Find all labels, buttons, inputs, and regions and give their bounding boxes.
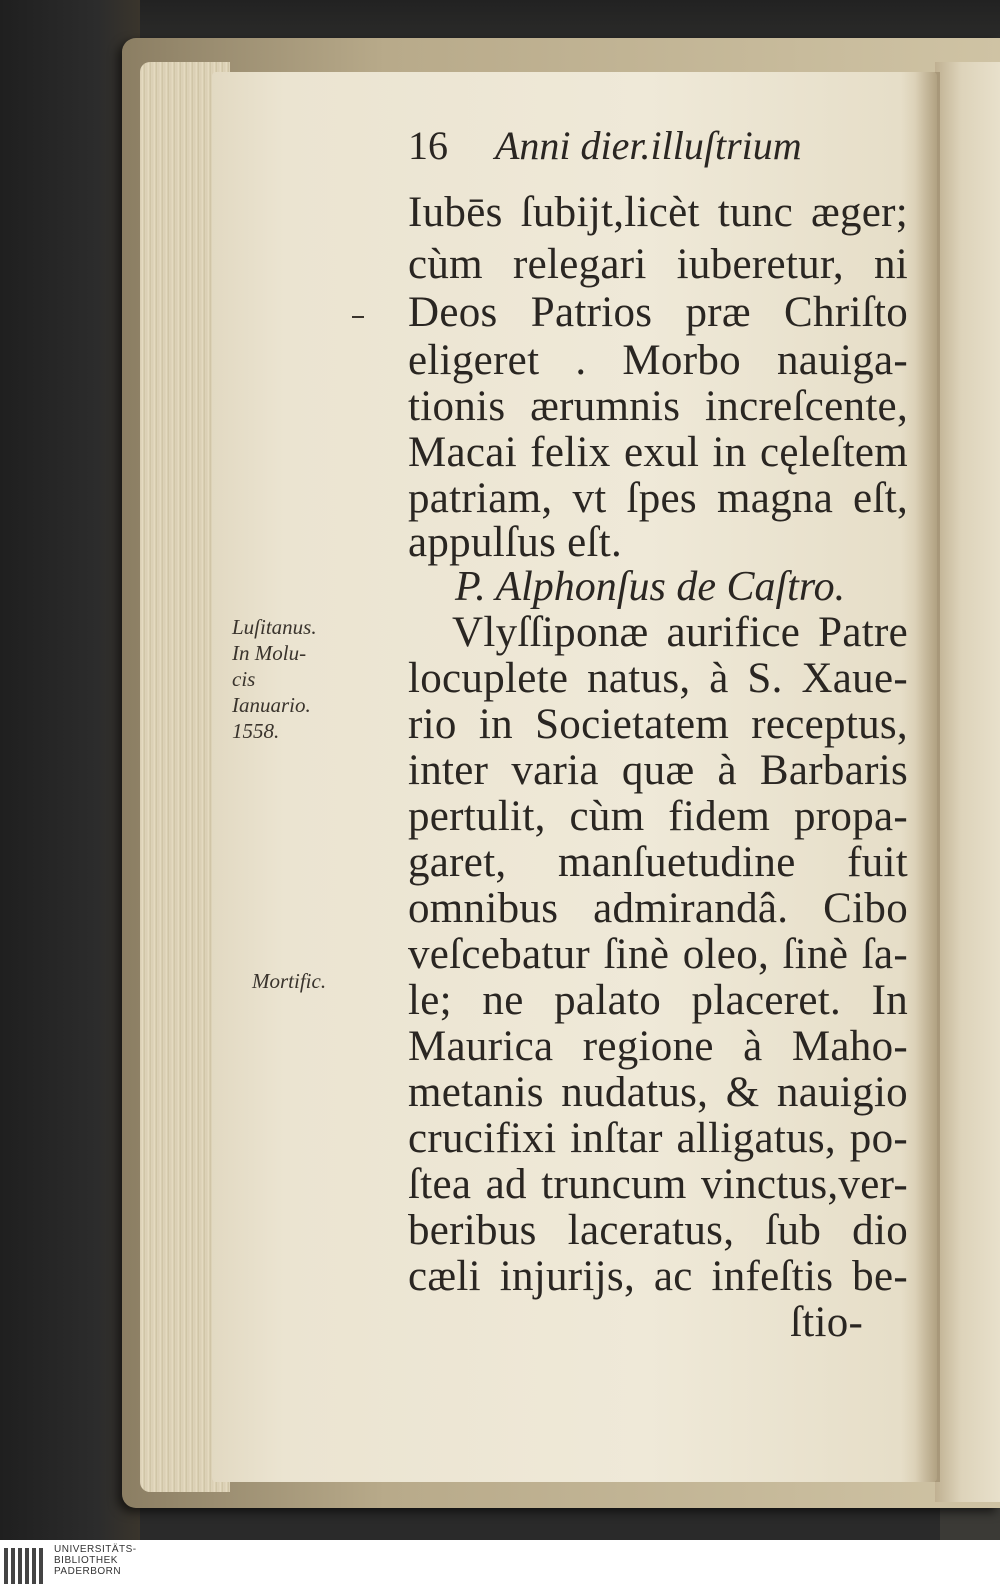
page-number: 16 — [408, 123, 448, 168]
margin-dash-mark — [352, 316, 364, 318]
facing-page-edge — [935, 62, 1000, 1502]
body-line: rio in Societatem receptus, — [408, 701, 908, 748]
body-line: crucifixi inſtar alligatus, po- — [408, 1115, 908, 1162]
catchword: ſtio- — [790, 1299, 864, 1346]
body-line: metanis nudatus, & nauigio — [408, 1069, 908, 1116]
body-line: ſtea ad truncum vinctus,ver- — [408, 1161, 908, 1208]
margin-note-origin: Luſitanus. In Molu- cis Ianuario. 1558. — [232, 615, 317, 743]
body-line: omnibus admirandâ. Cibo — [408, 885, 908, 932]
library-logo-icon — [4, 1544, 48, 1588]
body-line: patriam, vt ſpes magna eſt, — [408, 475, 908, 522]
body-line: beribus laceratus, ſub dio — [408, 1207, 908, 1254]
scan-background-left — [0, 0, 140, 1540]
body-line: garet, manſuetudine fuit — [408, 839, 908, 886]
library-name: UNIVERSITÄTS- BIBLIOTHEK PADERBORN — [54, 1544, 137, 1577]
section-heading: P. Alphonſus de Caſtro. — [455, 564, 846, 610]
margin-note-mortification: Mortific. — [252, 969, 327, 993]
body-line: inter varia quæ à Barbaris — [408, 747, 908, 794]
body-line: Macai felix exul in cęleſtem — [408, 429, 908, 476]
body-line: Deos Patrios præ Chriſto — [408, 289, 908, 336]
body-line: locuplete natus, à S. Xaue- — [408, 655, 908, 702]
body-line: tionis ærumnis increſcente, — [408, 383, 908, 430]
body-line: Maurica regione à Maho- — [408, 1023, 908, 1070]
body-line: pertulit, cùm fidem propa- — [408, 793, 908, 840]
body-line: le; ne palato placeret. In — [408, 977, 908, 1024]
body-line: cæli injurijs, ac infeſtis be- — [408, 1253, 908, 1300]
library-footer — [0, 1540, 1000, 1592]
page-gutter-shadow — [915, 72, 940, 1482]
body-line: veſcebatur ſinè oleo, ſinè ſa- — [408, 931, 908, 978]
body-line: cùm relegari iuberetur, ni — [408, 241, 908, 288]
running-title: Anni dier.illuſtrium — [495, 123, 802, 168]
body-line: Vlyſſiponæ aurifice Patre — [452, 609, 908, 656]
body-line: Iubēs ſubijt,licèt tunc æger; — [408, 189, 908, 236]
body-line: appulſus eſt. — [408, 519, 623, 566]
body-line: eligeret . Morbo nauiga- — [408, 337, 908, 384]
